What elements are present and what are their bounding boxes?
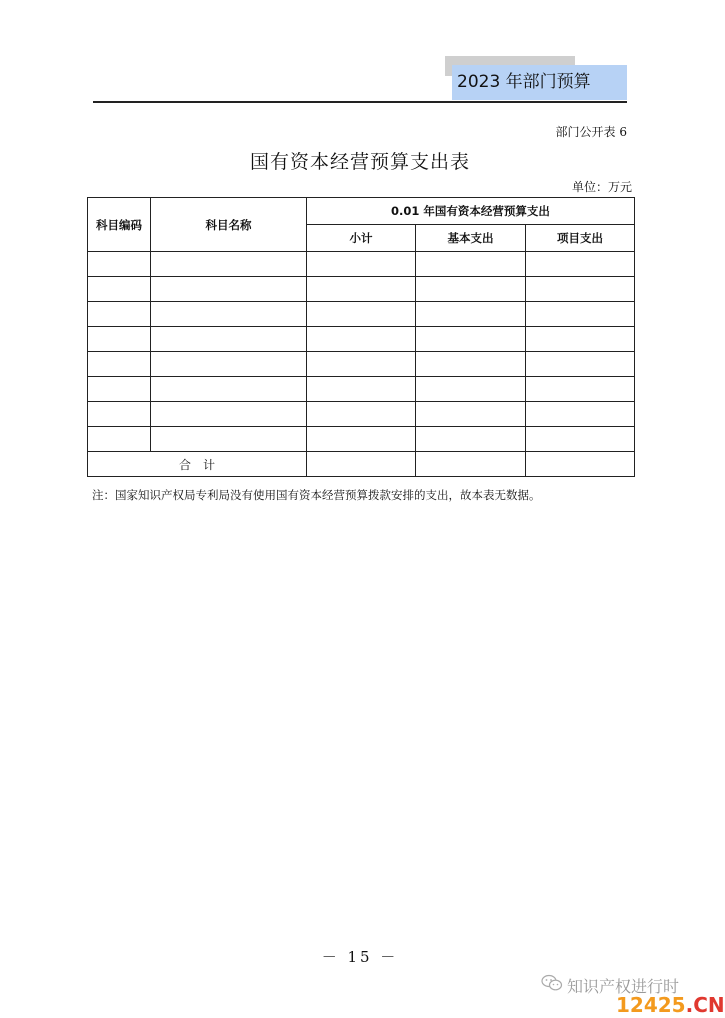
total-row xyxy=(88,452,635,477)
watermark-account: 知识产权进行时 xyxy=(567,977,680,996)
table-number: 部门公开表 6 xyxy=(555,125,627,139)
col-header-name: 科目名称 xyxy=(151,198,307,252)
col-header-group: 0.01 年国有资本经营预算支出 xyxy=(307,198,635,225)
table-row xyxy=(88,252,635,277)
watermark-site-number: 12425 xyxy=(616,993,686,1017)
unit-label: 单位：万元 xyxy=(571,180,632,194)
watermark-site xyxy=(616,993,725,1017)
watermark-site-domain: .CN xyxy=(685,993,725,1017)
header-badge: 2023 年部门预算 xyxy=(452,65,627,100)
expenditure-table xyxy=(87,197,635,477)
table-row xyxy=(88,402,635,427)
page-number: － 15 － xyxy=(321,948,399,966)
table-row xyxy=(88,302,635,327)
table-row xyxy=(88,327,635,352)
table-row xyxy=(88,427,635,452)
col-header-subtotal: 小计 xyxy=(307,225,416,252)
col-header-basic: 基本支出 xyxy=(416,225,526,252)
footnote: 注：国家知识产权局专利局没有使用国有资本经营预算拨款安排的支出，故本表无数据。 xyxy=(92,488,541,502)
table-row xyxy=(88,352,635,377)
total-label: 合 计 xyxy=(88,452,307,477)
table-row xyxy=(88,377,635,402)
wechat-icon xyxy=(541,974,563,992)
header-rule xyxy=(93,101,627,103)
table-row xyxy=(88,277,635,302)
page-title: 国有资本经营预算支出表 xyxy=(249,151,470,173)
col-header-code: 科目编码 xyxy=(88,198,151,252)
col-header-project: 项目支出 xyxy=(526,225,635,252)
